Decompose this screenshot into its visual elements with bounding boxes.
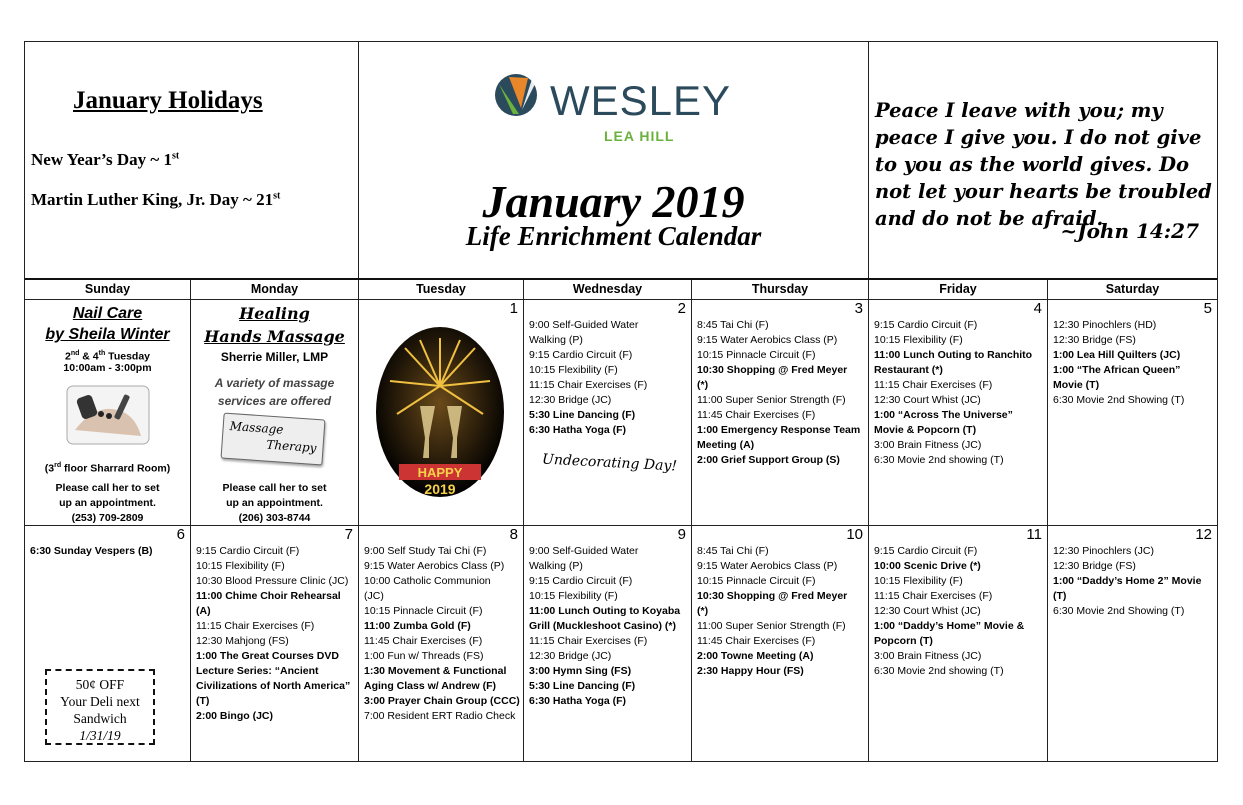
event-item: Grill (Muckleshoot Casino) (*): [529, 620, 677, 632]
event-list: [874, 544, 1043, 679]
event-item: 9:00 Self Study Tai Chi (F): [364, 545, 487, 557]
event-item: 1:00 “Daddy’s Home” Movie &: [874, 620, 1025, 632]
event-item: Movie & Popcorn (T): [874, 424, 977, 436]
event-item: 12:30 Bridge (FS): [1053, 560, 1136, 572]
holiday-item: New Year’s Day ~ 1st: [31, 150, 180, 169]
event-list: [30, 544, 186, 559]
weekday-friday: Friday: [869, 280, 1048, 299]
day-cell-thursday-w2: [692, 526, 869, 761]
event-item: 9:15 Water Aerobics Class (P): [697, 560, 838, 572]
event-item: 5:30 Line Dancing (F): [529, 680, 636, 692]
wesley-logo: [492, 66, 742, 146]
day-number: 2: [677, 300, 686, 317]
nail-care-title: Nail Care: [72, 305, 143, 322]
day-cell-wednesday-w1: [524, 300, 692, 526]
day-cell-saturday-w1: [1048, 300, 1217, 526]
event-item: 9:15 Water Aerobics Class (P): [697, 334, 838, 346]
event-item: Restaurant (*): [874, 364, 943, 376]
event-item: 2:00 Towne Meeting (A): [697, 650, 814, 662]
event-item: 9:15 Cardio Circuit (F): [529, 349, 633, 361]
brand-name: WESLEY: [550, 77, 732, 124]
nail-care-call-2: up an appointment.: [59, 497, 156, 509]
event-item: 6:30 Hatha Yoga (F): [529, 424, 627, 436]
event-item: Walking (P): [529, 560, 583, 572]
massage-provider: Sherrie Miller, LMP: [220, 350, 329, 364]
calendar-month-title: January 2019: [482, 176, 745, 227]
event-item: 11:15 Chair Exercises (F): [529, 635, 648, 647]
event-item: 6:30 Hatha Yoga (F): [529, 695, 627, 707]
event-item: 11:45 Chair Exercises (F): [697, 409, 816, 421]
day-number: 10: [846, 526, 863, 543]
event-item: 9:15 Water Aerobics Class (P): [364, 560, 505, 572]
therapy-sign-text: Therapy: [265, 437, 317, 456]
day-number: 6: [176, 526, 185, 543]
event-item: 10:15 Pinnacle Circuit (F): [697, 349, 816, 361]
event-item: 8:45 Tai Chi (F): [697, 545, 769, 557]
event-item: (T): [1053, 590, 1067, 602]
event-item: 9:15 Cardio Circuit (F): [874, 545, 978, 557]
event-item: 12:30 Pinochlers (JC): [1053, 545, 1154, 557]
title-panel: [359, 42, 869, 278]
event-item: 10:30 Shopping @ Fred Meyer: [697, 364, 848, 376]
event-item: 10:15 Flexibility (F): [529, 364, 618, 376]
day-cell-friday-w2: [869, 526, 1048, 761]
day-number: 12: [1195, 526, 1212, 543]
event-item: 11:15 Chair Exercises (F): [529, 379, 648, 391]
day-cell-saturday-w2: [1048, 526, 1217, 761]
day-cell-thursday-w1: [692, 300, 869, 526]
event-item: 10:15 Pinnacle Circuit (F): [697, 575, 816, 587]
event-item: 12:30 Pinochlers (HD): [1053, 319, 1157, 331]
massage-sign-text: Massage: [229, 418, 284, 437]
event-item: 12:30 Mahjong (FS): [196, 635, 289, 647]
event-item: (A): [196, 605, 211, 617]
event-item: (JC): [364, 590, 384, 602]
event-item: 6:30 Movie 2nd Showing (T): [1053, 605, 1185, 617]
nail-care-provider: by Sheila Winter: [45, 326, 170, 343]
event-list: [1053, 544, 1213, 619]
day-cell-monday-w2: [191, 526, 359, 761]
deli-coupon: [45, 669, 155, 745]
event-item: Civilizations of North America”: [196, 680, 351, 692]
day-number: 9: [677, 526, 686, 543]
event-item: 11:15 Chair Exercises (F): [874, 590, 993, 602]
nail-care-schedule: 2nd & 4th Tuesday: [64, 350, 151, 363]
holidays-title: January Holidays: [73, 87, 263, 114]
event-item: 12:30 Bridge (JC): [529, 650, 612, 662]
event-item: 11:00 Super Senior Strength (F): [697, 620, 846, 632]
event-item: 10:00 Catholic Communion: [364, 575, 491, 587]
event-item: 8:45 Tai Chi (F): [697, 319, 769, 331]
day-number: 7: [344, 526, 353, 543]
event-item: 10:15 Pinnacle Circuit (F): [364, 605, 483, 617]
massage-therapy-sign: [221, 412, 326, 465]
event-item: 1:00 “Daddy’s Home 2” Movie: [1053, 575, 1202, 587]
coupon-line: Your Deli next: [60, 694, 140, 709]
massage-description: A variety of massage: [214, 376, 335, 390]
fireworks-image: [375, 326, 505, 498]
event-item: 2:30 Happy Hour (FS): [697, 665, 804, 677]
verse-reference: ~John 14:27: [1060, 219, 1199, 243]
event-item: 6:30 Movie 2nd Showing (T): [1053, 394, 1185, 406]
event-item: 1:00 Fun w/ Threads (FS): [364, 650, 484, 662]
event-item: 1:00 “The African Queen”: [1053, 364, 1181, 376]
event-item: 2:00 Bingo (JC): [196, 710, 274, 722]
event-item: 12:30 Court Whist (JC): [874, 605, 981, 617]
coupon-line: 50¢ OFF: [75, 677, 125, 692]
weekday-sunday: Sunday: [25, 280, 191, 299]
day-cell-tuesday-w1: [359, 300, 524, 526]
event-list: [529, 544, 687, 709]
event-item: (T): [196, 695, 210, 707]
event-item: Walking (P): [529, 334, 583, 346]
undecorating-note: Undecorating Day!: [541, 451, 678, 475]
event-item: Movie (T): [1053, 379, 1100, 391]
event-item: 2:00 Grief Support Group (S): [697, 454, 840, 466]
nail-care-time: 10:00am - 3:00pm: [63, 362, 152, 374]
event-item: 10:00 Scenic Drive (*): [874, 560, 981, 572]
event-item: 9:15 Cardio Circuit (F): [874, 319, 978, 331]
event-item: 12:30 Bridge (FS): [1053, 334, 1136, 346]
massage-title: Healing: [239, 304, 310, 323]
event-item: 1:00 Lea Hill Quilters (JC): [1053, 349, 1181, 361]
day-cell-friday-w1: [869, 300, 1048, 526]
event-item: 9:00 Self-Guided Water: [529, 319, 639, 331]
massage-phone: (206) 303-8744: [238, 512, 311, 524]
holidays-panel: [25, 42, 359, 278]
event-item: 11:45 Chair Exercises (F): [697, 635, 816, 647]
event-item: (*): [697, 379, 709, 391]
event-item: Aging Class w/ Andrew (F): [364, 680, 497, 692]
event-item: 3:00 Prayer Chain Group (CCC): [364, 695, 520, 707]
event-item: 6:30 Sunday Vespers (B): [30, 545, 153, 557]
coupon-line: Sandwich: [73, 711, 127, 726]
calendar-subtitle: Life Enrichment Calendar: [465, 221, 762, 251]
weekday-monday: Monday: [191, 280, 359, 299]
event-list: [874, 318, 1043, 468]
event-item: 7:00 Resident ERT Radio Check: [364, 710, 516, 722]
weekday-header: [25, 280, 1217, 300]
event-item: 10:15 Flexibility (F): [874, 334, 963, 346]
happy-banner-text: HAPPY: [417, 465, 463, 480]
day-number: 5: [1203, 300, 1212, 317]
day-number: 4: [1033, 300, 1042, 317]
event-item: 1:00 The Great Courses DVD: [196, 650, 339, 662]
event-item: 1:00 “Across The Universe”: [874, 409, 1013, 421]
event-item: 6:30 Movie 2nd showing (T): [874, 454, 1004, 466]
event-item: 11:45 Chair Exercises (F): [364, 635, 483, 647]
calendar-page: [24, 41, 1218, 762]
massage-title-2: Hands Massage: [204, 327, 345, 346]
brand-subname: LEA HILL: [604, 128, 675, 144]
event-item: Popcorn (T): [874, 635, 933, 647]
verse-text: Peace I leave with you; my peace I give you. I do not give to you as the world gives. Do not let your hearts be troubled and do not be afraid.: [875, 99, 1212, 230]
event-item: 11:00 Super Senior Strength (F): [697, 394, 846, 406]
event-item: 10:30 Shopping @ Fred Meyer: [697, 590, 848, 602]
event-item: 1:00 Emergency Response Team: [697, 424, 861, 436]
calendar-header: [25, 42, 1217, 280]
holiday-item: Martin Luther King, Jr. Day ~ 21st: [31, 190, 281, 209]
event-item: 3:00 Brain Fitness (JC): [874, 650, 982, 662]
weekday-wednesday: Wednesday: [524, 280, 692, 299]
day-number: 8: [509, 526, 518, 543]
event-item: 11:00 Chime Choir Rehearsal: [196, 590, 341, 602]
day-number: 1: [509, 300, 518, 317]
day-cell-monday-w1: [191, 300, 359, 526]
event-list: [196, 544, 354, 724]
event-item: (*): [697, 605, 709, 617]
banner-year-text: 2019: [424, 481, 456, 497]
event-list: [697, 318, 864, 468]
event-list: [529, 318, 687, 438]
day-number: 3: [854, 300, 863, 317]
nail-polish-image: [65, 384, 151, 446]
massage-call: Please call her to set: [222, 482, 327, 494]
nail-care-call: Please call her to set: [55, 482, 160, 494]
day-cell-sunday-w2: [25, 526, 191, 761]
event-item: 6:30 Movie 2nd showing (T): [874, 665, 1004, 677]
nail-care-phone: (253) 709-2809: [71, 512, 144, 524]
weekday-saturday: Saturday: [1105, 282, 1160, 296]
weekday-tuesday: Tuesday: [359, 280, 524, 299]
event-item: 9:15 Cardio Circuit (F): [529, 575, 633, 587]
event-item: 11:00 Lunch Outing to Ranchito: [874, 349, 1033, 361]
verse-panel: [869, 42, 1217, 278]
event-item: 3:00 Hymn Sing (FS): [529, 665, 632, 677]
event-item: Lecture Series: “Ancient: [196, 665, 319, 677]
event-item: 1:30 Movement & Functional: [364, 665, 507, 677]
event-list: [697, 544, 864, 679]
massage-description-2: services are offered: [217, 394, 332, 408]
event-item: 9:15 Cardio Circuit (F): [196, 545, 300, 557]
wesley-logo-icon: [492, 70, 542, 120]
day-number: 11: [1026, 526, 1042, 543]
event-list: [364, 544, 519, 724]
massage-call-2: up an appointment.: [226, 497, 323, 509]
event-item: 10:15 Flexibility (F): [529, 590, 618, 602]
day-cell-sunday-w1: [25, 300, 191, 526]
event-item: 10:15 Flexibility (F): [874, 575, 963, 587]
event-list: [1053, 318, 1213, 408]
event-item: 12:30 Court Whist (JC): [874, 394, 981, 406]
event-item: 12:30 Bridge (JC): [529, 394, 612, 406]
coupon-line: 1/31/19: [79, 728, 121, 743]
event-item: 11:00 Zumba Gold (F): [364, 620, 471, 632]
nail-care-room: (3rd floor Sharrard Room): [44, 462, 171, 475]
event-item: 10:15 Flexibility (F): [196, 560, 285, 572]
event-item: 10:30 Blood Pressure Clinic (JC): [196, 575, 349, 587]
day-cell-wednesday-w2: [524, 526, 692, 761]
event-item: Meeting (A): [697, 439, 755, 451]
event-item: 11:15 Chair Exercises (F): [196, 620, 315, 632]
event-item: 11:00 Lunch Outing to Koyaba: [529, 605, 681, 617]
event-item: 3:00 Brain Fitness (JC): [874, 439, 982, 451]
event-item: 9:00 Self-Guided Water: [529, 545, 639, 557]
event-item: 5:30 Line Dancing (F): [529, 409, 636, 421]
event-item: 11:15 Chair Exercises (F): [874, 379, 993, 391]
weekday-thursday: Thursday: [692, 280, 869, 299]
day-cell-tuesday-w2: [359, 526, 524, 761]
